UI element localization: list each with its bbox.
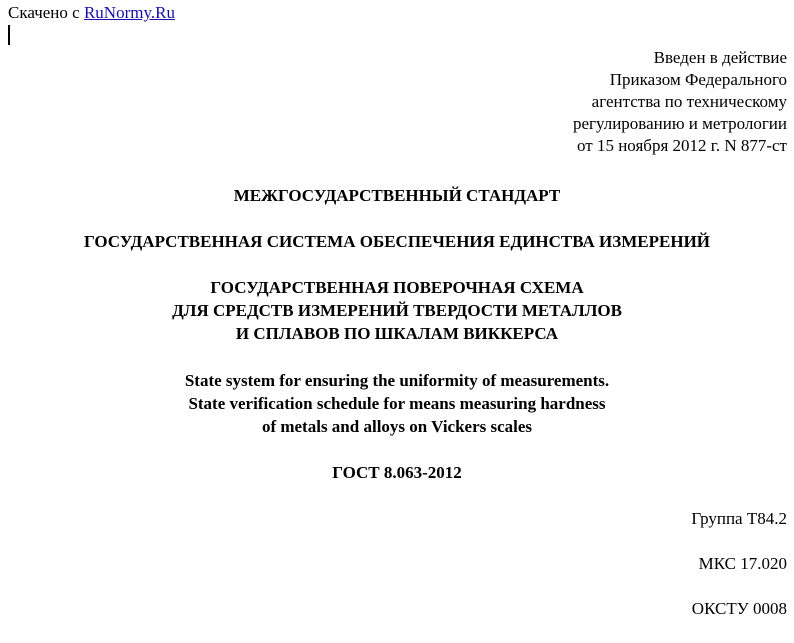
english-title-line: of metals and alloys on Vickers scales: [261, 417, 533, 436]
mks-code: МКС 17.020: [698, 554, 787, 573]
schema-title-line: И СПЛАВОВ ПО ШКАЛАМ ВИККЕРСА: [235, 324, 559, 343]
enactment-line: от 15 ноября 2012 г. N 877-ст: [577, 136, 787, 155]
okstu-code: ОКСТУ 0008: [691, 599, 787, 618]
source-link[interactable]: RuNormy.Ru: [83, 3, 175, 22]
enactment-line: Введен в действие: [653, 48, 787, 67]
schema-title-heading: [0, 276, 794, 345]
english-title-line: State verification schedule for means measuring hardness: [188, 394, 606, 413]
standard-type-heading: МЕЖГОСУДАРСТВЕННЫЙ СТАНДАРТ: [233, 186, 561, 205]
gost-number: ГОСТ 8.063-2012: [332, 463, 462, 482]
enactment-line: Приказом Федерального: [609, 70, 787, 89]
schema-title-line: ДЛЯ СРЕДСТВ ИЗМЕРЕНИЙ ТВЕРДОСТИ МЕТАЛЛОВ: [172, 301, 622, 320]
enactment-line: регулированию и метрологии: [572, 114, 787, 133]
schema-title-line: ГОСУДАРСТВЕННАЯ ПОВЕРОЧНАЯ СХЕМА: [210, 278, 584, 297]
enactment-block: [573, 47, 787, 157]
text-cursor: [8, 25, 10, 45]
english-title: [0, 369, 794, 438]
english-title-line: State system for ensuring the uniformity of measurements.: [184, 371, 610, 390]
source-prefix: Скачено с: [8, 3, 84, 22]
system-title-heading: ГОСУДАРСТВЕННАЯ СИСТЕМА ОБЕСПЕЧЕНИЯ ЕДИНСТВА ИЗМЕРЕНИЙ: [83, 232, 711, 251]
source-line: [8, 3, 175, 23]
enactment-line: агентства по техническому: [591, 92, 787, 111]
group-code: Группа Т84.2: [691, 509, 787, 528]
